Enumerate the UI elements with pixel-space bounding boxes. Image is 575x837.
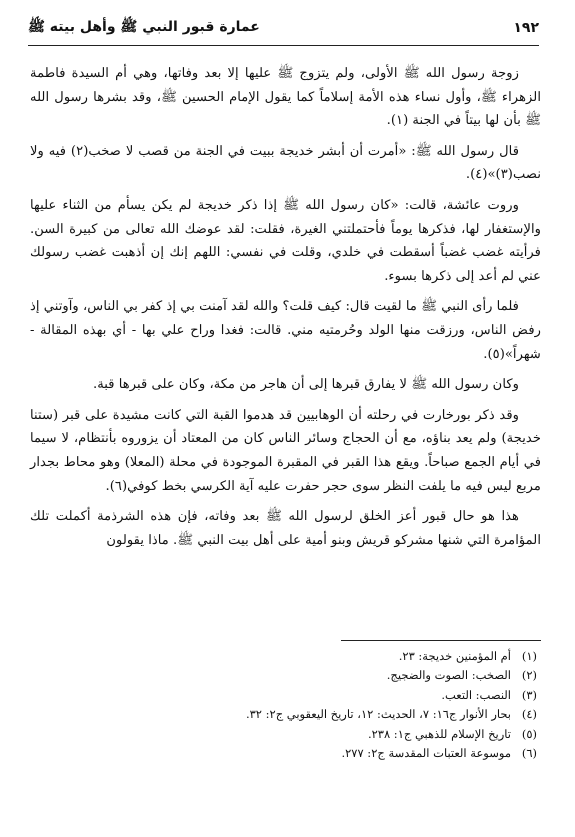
footnote-text: موسوعة العتبات المقدسة ج٢: ٢٧٧. bbox=[341, 746, 511, 761]
footnote-number: (٣) bbox=[521, 687, 537, 702]
footnote-text: تاريخ الإسلام للذهبي ج١: ٢٣٨. bbox=[367, 726, 511, 741]
footnote-item bbox=[60, 686, 537, 705]
paragraph: زوجة رسول الله ﷺ الأولى، ولم يتزوج ﷺ عليها إلا بعد وفاتها، وهي أم السيدة فاطمة الزهراء ﷺ، وأول نساء هذه الأمة إسلاماً كما يقول الإمام الحسين ﷺ، وقد بشرها رسول الله ﷺ بأن لها بيتاً في الجنة (١). bbox=[30, 66, 541, 129]
paragraph: وكان رسول الله ﷺ لا يفارق قبرها إلى أن هاجر من مكة، وكان على قبرها قبة. bbox=[93, 377, 519, 393]
footnote-item bbox=[60, 705, 537, 724]
paragraph: هذا هو حال قبور أعز الخلق لرسول الله ﷺ بعد وفاته، فإن هذه الشرذمة أكملت تلك المؤامرة التي شنها مشركو قريش وبنو أمية على أهل بيت النبي ﷺ. ماذا يقولون bbox=[30, 509, 541, 548]
footnote-number: (١) bbox=[521, 649, 537, 663]
footnote-text: الصخب: الصوت والضجيج. bbox=[386, 668, 511, 683]
page-number: ١٩٢ bbox=[513, 20, 539, 36]
paragraph: قال رسول الله ﷺ: «أمرت أن أبشر خديجة ببيت في الجنة من قصب لا صخب(٢) فيه ولا نصب(٣)»(٤). bbox=[30, 143, 541, 183]
footnote-number: (٥) bbox=[521, 726, 537, 741]
footnote-item bbox=[60, 666, 537, 685]
paragraph: وروت عائشة، قالت: «كان رسول الله ﷺ إذا ذكر خديجة لم يكن يسأم من الثناء عليها والإستغفار لها، فذكرها يوماً فأحتملتني الغيرة، فقلت: لقد عوضك الله تعالى من كبيرة السن. فرأيته غضب غضباً أسقطت في خلدي، وقلت في نفسي: اللهم إنك إن أذهبت غضب رسولك عني لم أعد إلى ذكرها بسوء. bbox=[30, 197, 541, 284]
header-divider bbox=[28, 45, 539, 46]
paragraph: وقد ذكر بورخارت في رحلته أن الوهابيين قد هدموا القبة التي كانت مشيدة على قبر (ستنا خديجة) ولم يعد بناؤه، مع أن الحجاج وسائر الناس كان من المعتاد أن يزوروه بأنتظام، لا سيما في أيام الجمع صباحاً. ويقع هذا القبر في المقبرة الموجودة في محلة (المعلا) وهو محاط بجدار مربع ليس فيه ما يلفت النظر سوى حجر حفرت عليه آية الكرسي بخط كوفي(٦). bbox=[30, 407, 541, 494]
footnote-item bbox=[60, 647, 537, 666]
footnote-divider bbox=[341, 640, 541, 641]
footnotes-list bbox=[60, 647, 537, 763]
main-text bbox=[30, 62, 541, 559]
footnote-text: أم المؤمنين خديجة: ٢٣. bbox=[398, 649, 511, 663]
paragraph: فلما رأى النبي ﷺ ما لقيت قال: كيف قلت؟ والله لقد آمنت بي إذ كفر بي الناس، وآوتني إذ رفض الناس، ورزقت منها الولد وحُرمتيه مني. قالت: فغدا وراح علي بها - أي بهذه المقالة - شهراً»(٥). bbox=[30, 299, 541, 362]
footnote-number: (٤) bbox=[521, 707, 537, 722]
footnote-item bbox=[60, 744, 537, 763]
footnote-text: النصب: التعب. bbox=[441, 687, 511, 702]
footnote-number: (٦) bbox=[521, 746, 537, 761]
footnote-number: (٢) bbox=[521, 668, 537, 683]
footnote-text: بحار الأنوار ج١٦: ٧، الحديث: ١٢، تاريخ اليعقوبي ج٢: ٣٢. bbox=[245, 707, 511, 722]
running-title: عمارة قبور النبي ﷺ وأهل بيته ﷺ bbox=[28, 19, 260, 35]
footnote-item bbox=[60, 725, 537, 744]
page-header bbox=[28, 18, 539, 38]
